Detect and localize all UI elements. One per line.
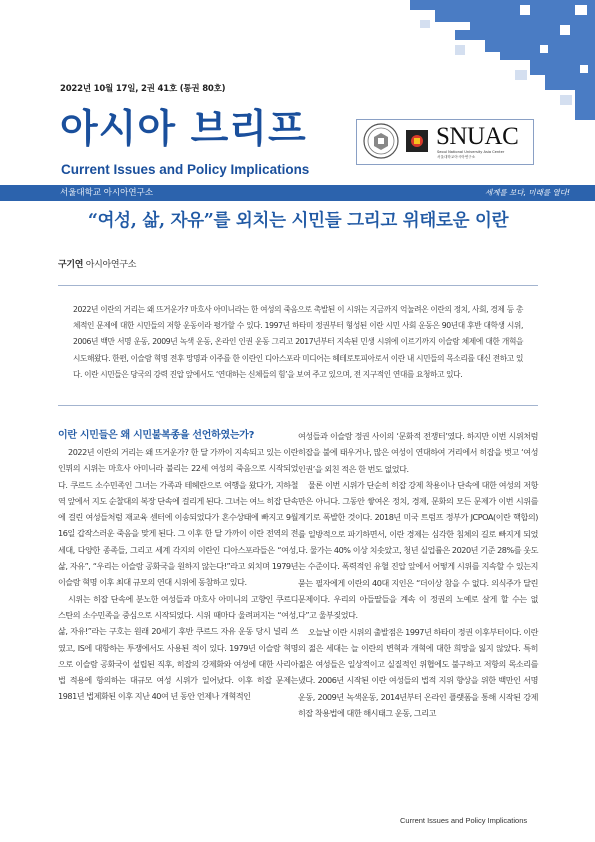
snuac-logo-subtitle-en: Seoul National University Asia Center [437, 150, 505, 154]
snu-seal-icon [363, 123, 399, 159]
footer-text: Current Issues and Policy Implications [400, 816, 528, 825]
abstract-text: 2022년 이란의 거리는 왜 뜨거운가? 마흐사 아미니라는 한 여성의 죽음으로 촉발된 이 시위는 지금까지 억눌려온 이란의 정치, 사회, 경제 등 총체적인 문제에 대한 시민들의 저항 운동이라 평가할 수 있다. 1997년 하타미 정권부터 형성된 이란 시민 사회 운동은 90년대 후반 대학생 시위, 2006년 백만 서명 운동, 2009년 녹색 운동, 온라인 인권 운동 그리고 2017년부터 지속된 민생 시위에 이르기까지 이슬람 체제에 대한 개혁을 시도해왔다. 한편, 이슬람 혁명 전후 망명과 이주를 한 이란인 디아스포라 미디어는 헤테로토피아로서 이란 내 시민들의 목소리를 대신 전하고 있다. 이란 시민들은 당국의 강력 진압 앞에서도 ‘연대하는 신체들의 힘’을 보여 주고 있으며, 전 지구적인 연대를 요청하고 있다. [73, 305, 523, 379]
snuac-logo-text: SNUAC [436, 123, 519, 150]
author-affiliation: 아시아연구소 [85, 260, 137, 270]
abstract-top-rule [58, 285, 538, 286]
publisher-name: 서울대학교 아시아연구소 [60, 188, 154, 198]
author-line [58, 257, 136, 270]
body-paragraph: 오늘날 이란 시위의 출발점은 1997년 하타미 정권 이후부터이다. 이란의 젊은 세대는 늘 이란의 변혁과 개혁에 대한 희망을 잃지 않았다. 특히 젊은 여성들은 일상적이고 실질적인 위협에도 불구하고 저항의 목소리를 냈다. 2006년 시작된 이란 여성들의 법적 지위 향상을 위한 백만인 서명 운동, 2009년 녹색운동, 2014년부터 온라인 플랫폼을 통해 시작된 강제 히잡 착용법에 대한 해시태그 운동, 그리고 [298, 626, 538, 719]
body-column-right [298, 428, 538, 721]
author-name: 구기연 [58, 260, 84, 270]
slogan: 세계를 보다, 미래를 열다! [485, 188, 570, 197]
issue-date-line: 2022년 10월 17일, 2권 41호 (통권 80호) [60, 84, 226, 94]
body-paragraph: 2022년 이란의 거리는 왜 뜨거운가? 한 달 가까이 지속되고 있는 이란 인뮈의 시위는 마흐사 아미니라 불리는 22세 여성의 죽음으로 시작되었다. 쿠르드 소수민족인 그녀는 가족과 테헤란으로 여행을 왔다가, 지하철역 앞에서 지도 순찰대의 복장 단속에 걸리게 된다. 그녀는 여느 히잡 단속에 걸린 여성들처럼 재교육 센터에 이송되었다가 혼수상태에 빠지고 9월 16일 갑작스러운 죽음을 맞게 된다. 그 이후 한 달 가까이 이란 전역의 전 세대, 다양한 종족들, 그리고 세계 각지의 이란인 디아스포라들은 “여성, 삶, 자유”, “우리는 이슬람 공화국을 원하지 않는다!”라고 외치며 1979년 이슬람 혁명 이후 최대 규모의 연대 시위에 동참하고 있다. [58, 447, 298, 588]
body-paragraph: 물론 이번 시위가 단순히 히잡 강제 착용이나 단속에 대한 여성의 저항만은 아니다. 그동안 쌓여온 정치, 경제, 문화의 모든 문제가 이번 시위를 계기로 폭발한 것이다. 2018년 미국 트럼프 정부가 JCPOA(이란 핵합의)를 일방적으로 파기하면서, 이란 경제는 심각한 침체의 길로 빠지게 되었다. 물가는 40% 이상 치솟았고, 청년 실업률은 2020년 기준 28%를 웃도는 수준이다. 폭력적인 유혈 진압 앞에서 어떻게 시위를 지속할 수 있는지 묻는 필자에게 이란의 40대 지인은 “더이상 참을 수 없다. 의식주가 달린 문제이다. 우리의 아들딸들을 계속 이 정권의 노예로 살게 할 수는 없다”고 울부짖었다. [298, 479, 538, 621]
asia-center-mark-icon [406, 130, 428, 152]
body-paragraph: 여성들과 이슬람 정권 사이의 ‘문화적 전쟁터’였다. 하지만 이번 시위처럼 히잡을 불에 태우거나, 많은 여성이 연대하여 거리에서 히잡을 벗고 ‘여성 인권’을 외친 적은 한 번도 없었다. [298, 431, 538, 474]
body-column-left [58, 428, 298, 705]
article-title: “여성, 삶, 자유”를 외치는 시민들 그리고 위태로운 이란 [87, 211, 509, 231]
body-paragraph: 시위는 히잡 단속에 분노한 여성들과 마흐사 아미니의 고향인 쿠르디스탄의 소수민족을 중심으로 시작되었다. 시위 때마다 울려퍼지는 “여성, 삶, 자유!”라는 구호는 원래 20세기 후반 쿠르드 자유 운동 당시 널리 쓰였고, IS에 대항하는 투쟁에서도 사용된 적이 있다. 1979년 이슬람 혁명으로 이슬람 공화국이 설립된 직후, 히잡의 강제화와 여성에 대한 사리아법 적용에 항의하는 대규모 여성 시위가 일어났다. 이후 히잡 문제는 1981년 법제화된 이후 지난 40여 년 동안 언제나 개혁적인 [58, 593, 298, 702]
snuac-logo-subtitle-kr: 서울대학교아시아연구소 [437, 155, 476, 159]
section-heading: 이란 시민들은 왜 시민불복종을 선언하였는가? [58, 430, 255, 441]
brand-title-korean: 아시아 브리프 [60, 107, 307, 152]
abstract-bottom-rule [58, 405, 538, 406]
brand-title-english: Current Issues and Policy Implications [61, 162, 310, 177]
